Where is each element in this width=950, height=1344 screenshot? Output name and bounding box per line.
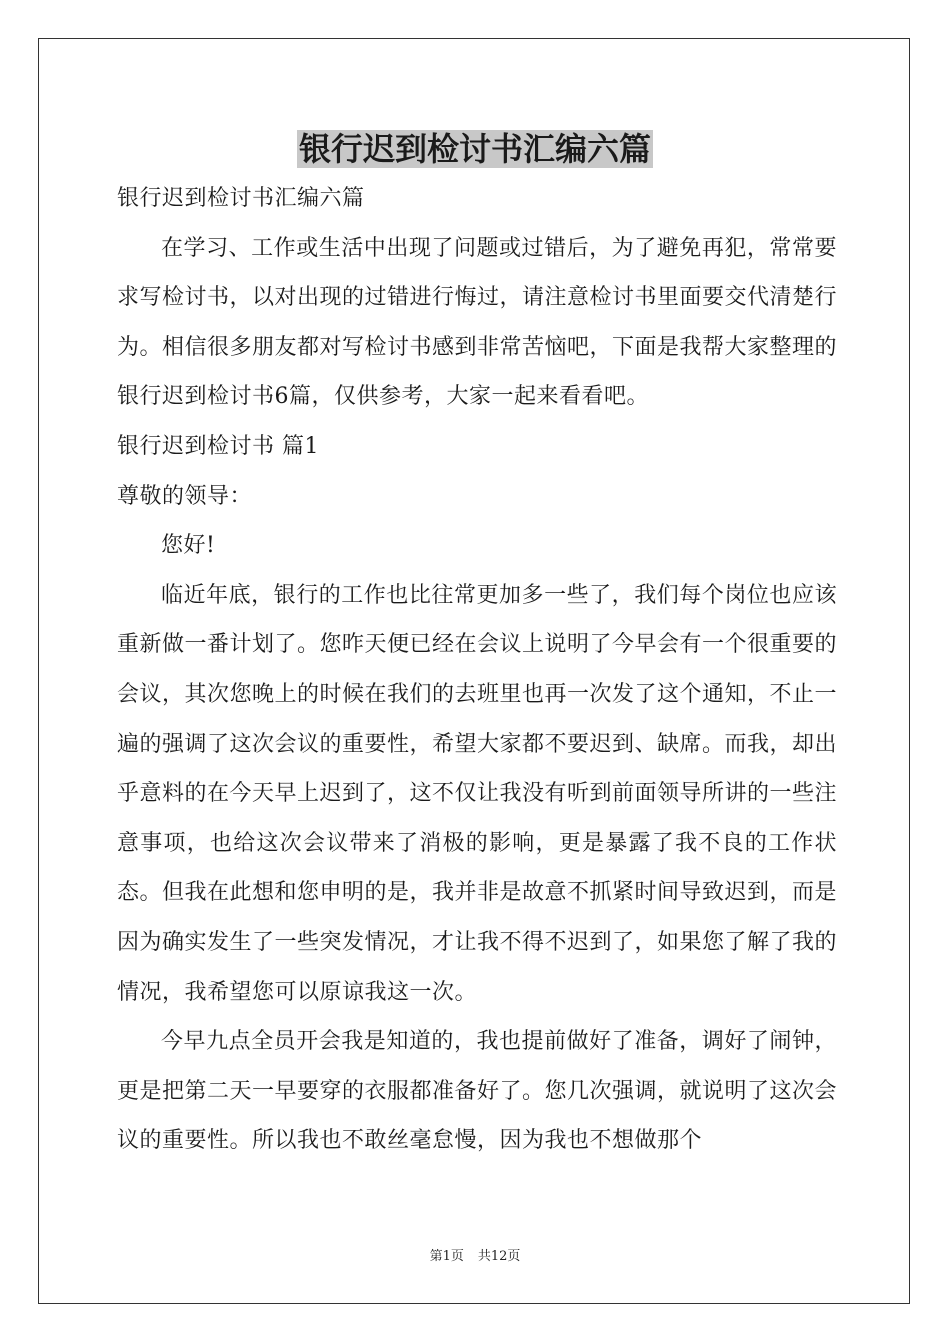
page-footer <box>0 1248 950 1266</box>
document-body <box>117 174 837 1166</box>
page-number: 第1页 <box>429 1249 464 1264</box>
paragraph-subtitle: 银行迟到检讨书汇编六篇 <box>117 186 365 211</box>
document-title <box>0 124 950 174</box>
document-title-text: 银行迟到检讨书汇编六篇 <box>298 130 651 168</box>
paragraph-body-1: 临近年底，银行的工作也比往常更加多一些了，我们每个岗位也应该重新做一番计划了。您昨天便已经在会议上说明了今早会有一个很重要的会议，其次您晚上的时候在我们的去班里也再一次发了这个通知，不止一遍的强调了这次会议的重要性，希望大家都不要迟到、缺席。而我，却出乎意料的在今天早上迟到了，这不仅让我没有听到前面领导所讲的一些注意事项，也给这次会议带来了消极的影响，更是暴露了我不良的工作状态。但我在此想和您申明的是，我并非是故意不抓紧时间导致迟到，而是因为确实发生了一些突发情况，才让我不得不迟到了，如果您了解了我的情况，我希望您可以原谅我这一次。 <box>117 582 838 1005</box>
salutation: 尊敬的领导： <box>117 483 253 509</box>
paragraph-intro: 在学习、工作或生活中出现了问题或过错后，为了避免再犯，常常要求写检讨书，以对出现的过错进行悔过，请注意检讨书里面要交代清楚行为。相信很多朋友都对写检讨书感到非常苦恼吧，下面是我帮大家整理的银行迟到检讨书6篇，仅供参考，大家一起来看看吧。 <box>117 235 838 410</box>
page-total: 共12页 <box>477 1249 521 1264</box>
section-heading: 银行迟到检讨书 篇1 <box>117 433 319 459</box>
greeting: 您好! <box>161 533 216 559</box>
paragraph-body-2: 今早九点全员开会我是知道的，我也提前做好了准备，调好了闹钟，更是把第二天一早要穿的衣服都准备好了。您几次强调，就说明了这次会议的重要性。所以我也不敢丝毫怠慢，因为我也不想做那个 <box>117 1029 838 1154</box>
